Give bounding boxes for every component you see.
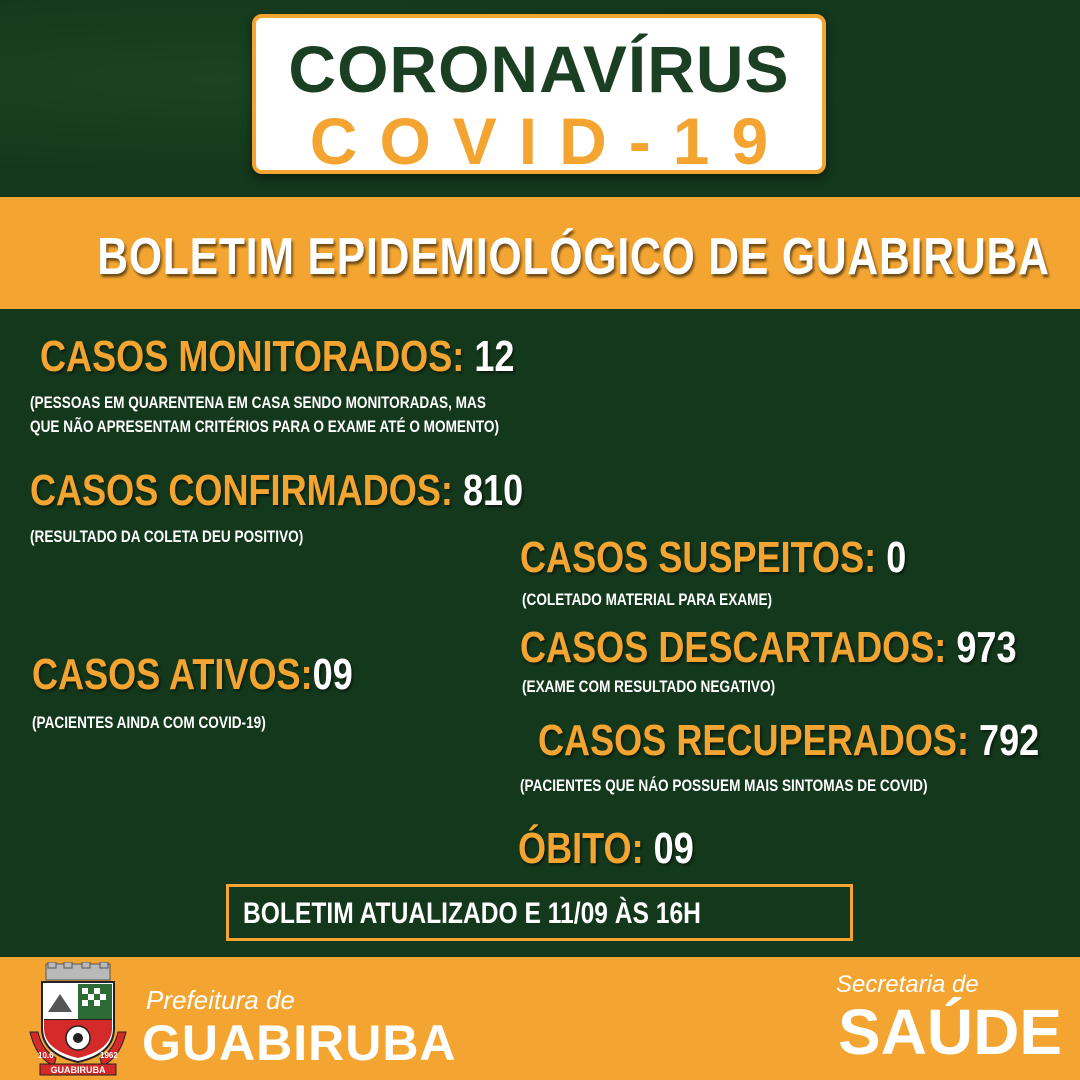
stat-suspeitos [520,533,906,583]
stat-note: (PACIENTES AINDA COM COVID-19) [32,713,266,732]
stat-note: (PESSOAS EM QUARENTENA EM CASA SENDO MONITORADAS, MAS [30,393,486,412]
stat-obito [518,824,694,874]
stat-monitorados [40,332,514,382]
stat-value: 0 [886,533,907,582]
update-text: BOLETIM ATUALIZADO E 11/09 ÀS 16H [243,897,701,930]
secretaria-name: SAÚDE [838,996,1063,1068]
bulletin-banner [0,197,1080,309]
stat-label: CASOS DESCARTADOS: [520,623,947,672]
footer [0,957,1080,1080]
stat-label: CASOS CONFIRMADOS: [30,466,453,515]
stat-note: (EXAME COM RESULTADO NEGATIVO) [522,677,776,696]
stat-confirmados [30,466,523,516]
stat-note: (RESULTADO DA COLETA DEU POSITIVO) [30,527,304,546]
prefeitura-name: GUABIRUBA [142,1015,457,1071]
stat-note: QUE NÃO APRESENTAM CRITÉRIOS PARA O EXAME ATÉ O MOMENTO) [30,417,499,436]
title-box [252,14,826,178]
prefeitura-label: Prefeitura de [146,985,295,1015]
stat-value: 973 [956,623,1017,672]
stat-value: 12 [474,332,515,381]
title-coronavirus: CORONAVÍRUS [288,32,790,106]
stat-label: ÓBITO: [518,824,644,873]
stat-recuperados [538,716,1039,766]
stat-value: 792 [979,716,1040,765]
stat-label: CASOS MONITORADOS: [40,332,465,381]
coat-of-arms-icon [26,962,130,1076]
stat-value: 09 [653,824,694,873]
stat-value: 09 [312,650,353,699]
title-covid19: COVID-19 [309,104,791,178]
crest-year-left: 10.6 [38,1051,54,1060]
stat-ativos [32,650,353,700]
update-box [226,884,853,941]
stat-note: (COLETADO MATERIAL PARA EXAME) [522,590,773,609]
crest-text: GUABIRUBA [50,1065,106,1075]
bulletin-title: BOLETIM EPIDEMIOLÓGICO DE GUABIRUBA [97,228,1050,286]
stat-descartados [520,623,1017,673]
stat-label: CASOS ATIVOS: [32,650,313,699]
stat-note: (PACIENTES QUE NÁO POSSUEM MAIS SINTOMAS DE COVID) [520,776,928,795]
stat-label: CASOS SUSPEITOS: [520,533,877,582]
crest-year-right: 1962 [100,1051,118,1060]
stat-label: CASOS RECUPERADOS: [538,716,970,765]
stat-value: 810 [462,466,524,515]
secretaria-label: Secretaria de [836,971,979,998]
